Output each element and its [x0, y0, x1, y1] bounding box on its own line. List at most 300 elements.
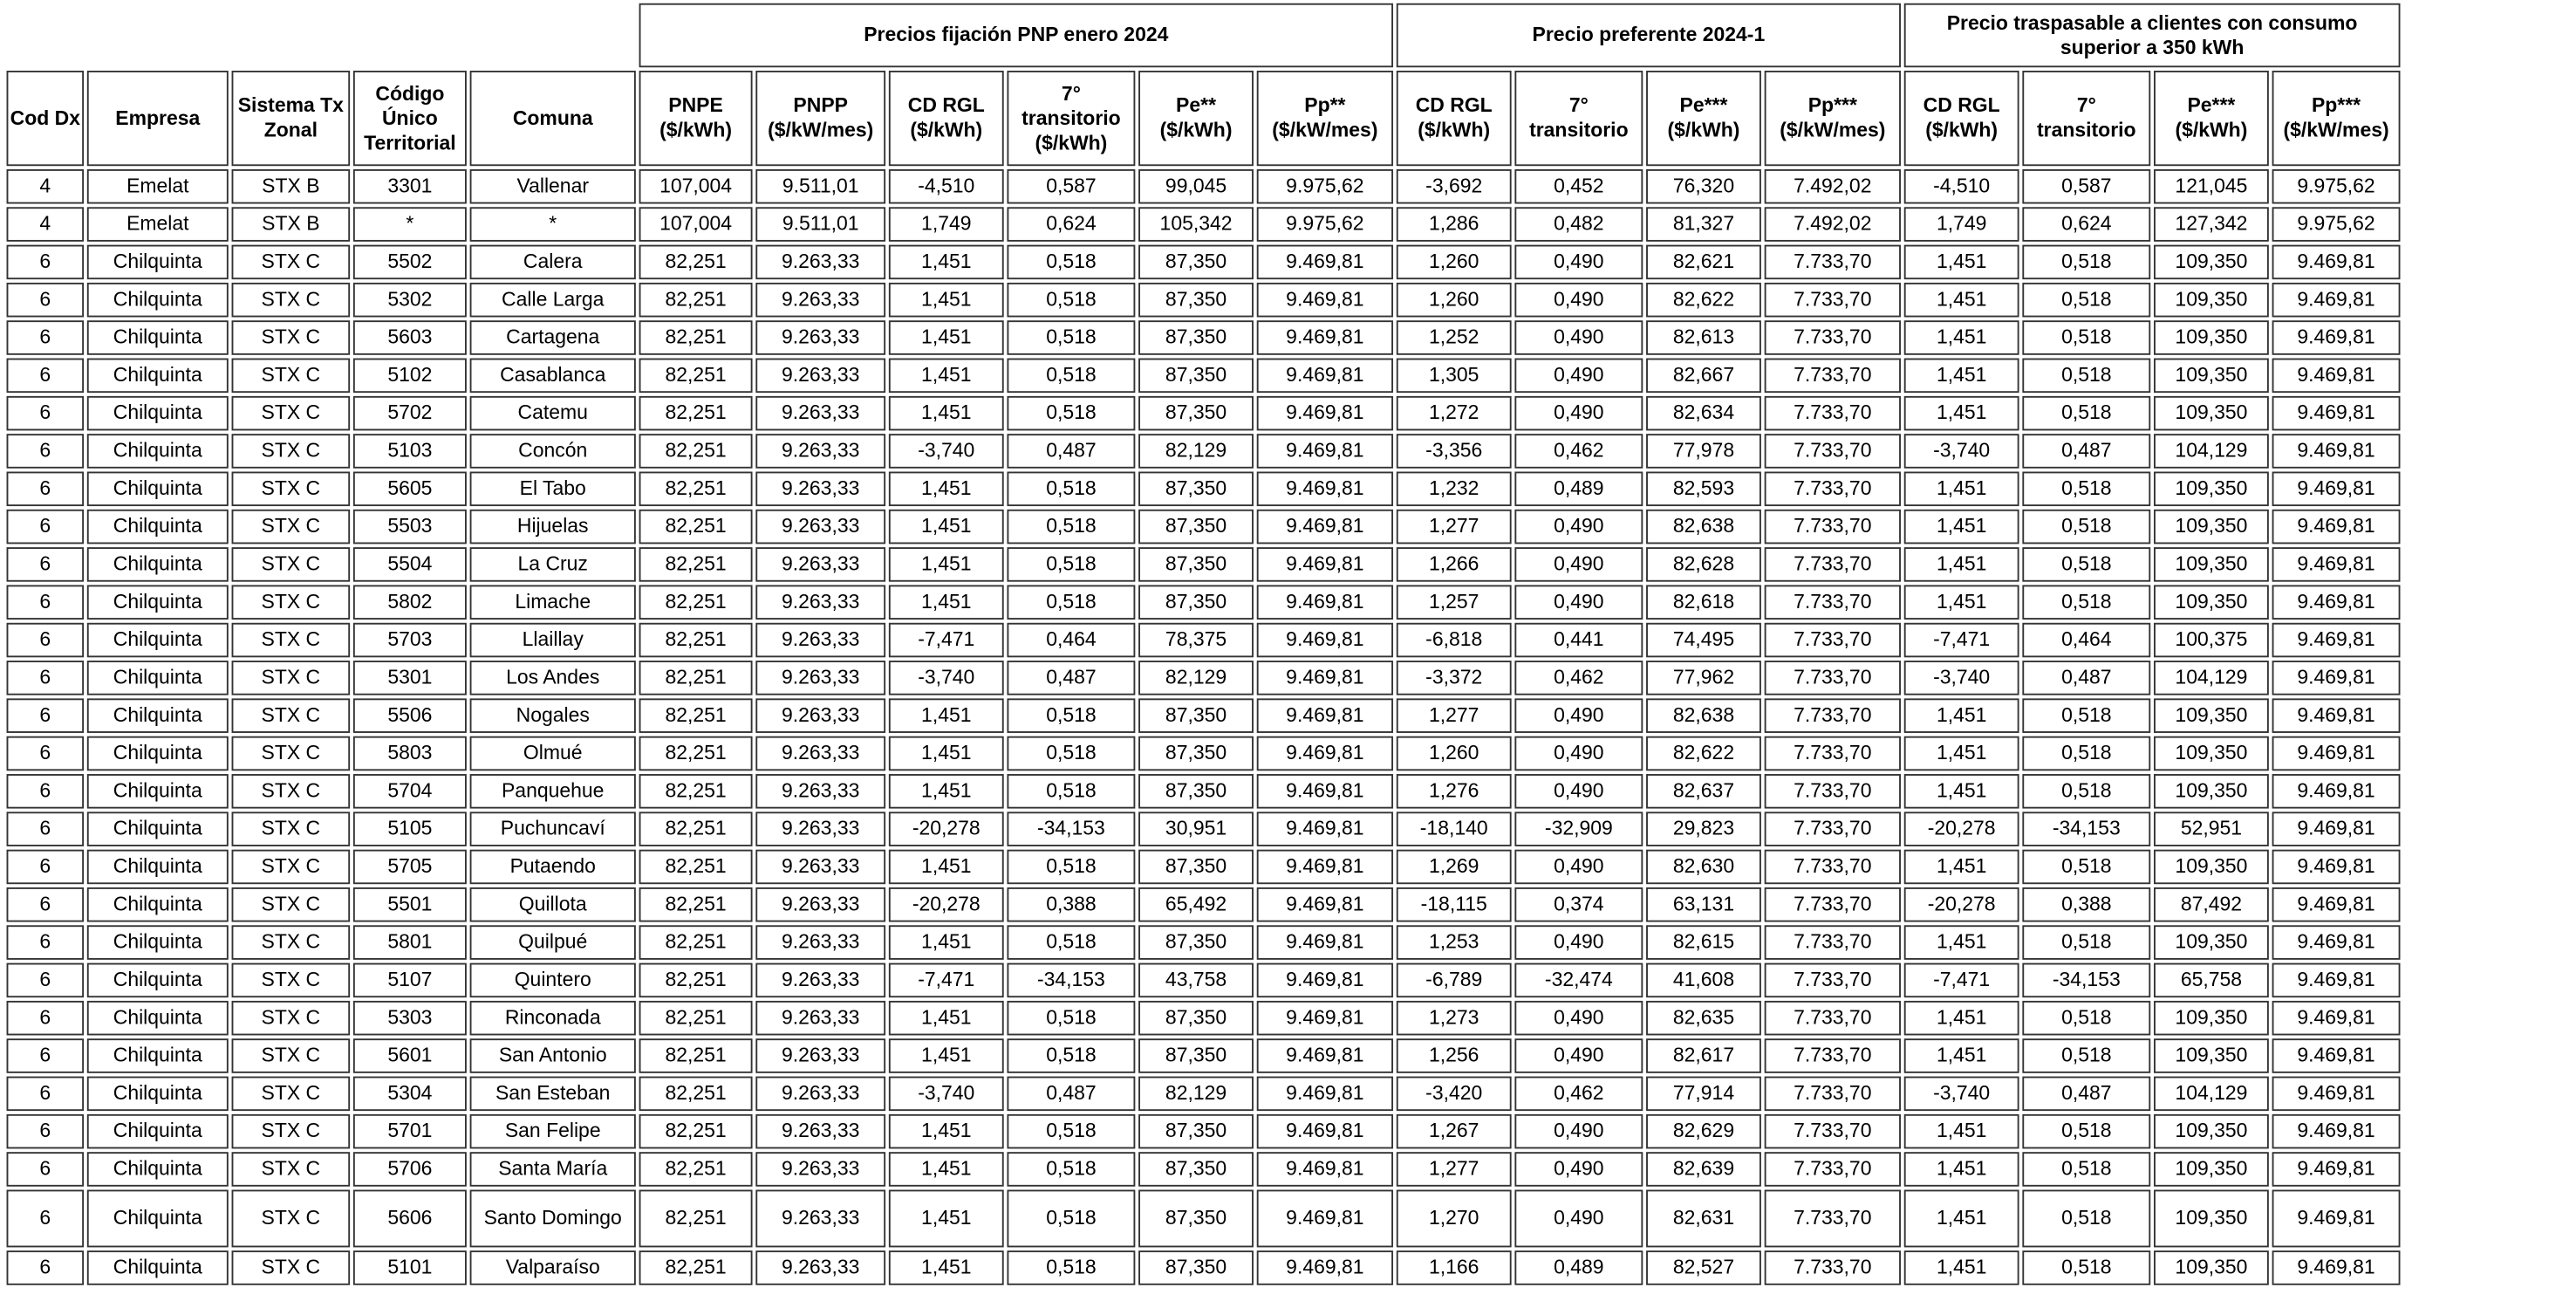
cell-preferente-pe: 82,613 [1646, 320, 1761, 355]
table-body [7, 169, 2401, 1285]
cell-codigo: 5506 [353, 698, 467, 733]
cell-fijacion-pp: 9.469,81 [1257, 283, 1393, 318]
cell-traspasable-pe: 109,350 [2154, 1038, 2269, 1073]
cell-codigo: 5803 [353, 736, 467, 771]
cell-empresa: Chilquinta [87, 472, 229, 507]
cell-sistema: STX C [232, 1077, 351, 1112]
cell-fijacion-pp: 9.469,81 [1257, 887, 1393, 922]
col-header-preferente-pe: Pe*** ($/kWh) [1646, 71, 1761, 166]
table-row [7, 207, 2401, 242]
cell-codigo: 5802 [353, 585, 467, 620]
group-header-fijacion: Precios fijación PNP enero 2024 [639, 3, 1393, 67]
cell-empresa: Chilquinta [87, 547, 229, 582]
cell-pnpp: 9.263,33 [755, 283, 885, 318]
cell-traspasable-pe: 127,342 [2154, 207, 2269, 242]
cell-empresa: Chilquinta [87, 1152, 229, 1187]
cell-empresa: Chilquinta [87, 736, 229, 771]
cell-comuna: Concón [470, 434, 636, 469]
cell-traspasable-pe: 104,129 [2154, 1077, 2269, 1112]
cell-preferente-cd-rgl: 1,286 [1397, 207, 1512, 242]
cell-empresa: Chilquinta [87, 661, 229, 695]
cell-codigo: 5105 [353, 812, 467, 846]
cell-traspasable-pp: 9.469,81 [2272, 661, 2401, 695]
cell-traspasable-7-transitorio: 0,518 [2022, 320, 2150, 355]
cell-fijacion-7-transitorio: 0,518 [1007, 1001, 1135, 1036]
cell-fijacion-7-transitorio: 0,518 [1007, 510, 1135, 544]
cell-traspasable-pe: 109,350 [2154, 1152, 2269, 1187]
table-row [7, 585, 2401, 620]
cell-preferente-pp: 7.733,70 [1765, 472, 1901, 507]
cell-traspasable-cd-rgl: 1,451 [1904, 1001, 2019, 1036]
cell-pnpp: 9.263,33 [755, 774, 885, 809]
cell-traspasable-7-transitorio: 0,464 [2022, 623, 2150, 658]
cell-preferente-7-transitorio: 0,490 [1514, 925, 1643, 960]
cell-pnpp: 9.263,33 [755, 963, 885, 998]
cell-traspasable-7-transitorio: -34,153 [2022, 963, 2150, 998]
cell-comuna: Puchuncaví [470, 812, 636, 846]
cell-traspasable-cd-rgl: 1,451 [1904, 850, 2019, 885]
cell-traspasable-cd-rgl: 1,451 [1904, 698, 2019, 733]
cell-fijacion-7-transitorio: 0,487 [1007, 661, 1135, 695]
cell-fijacion-pe: 87,350 [1138, 510, 1254, 544]
cell-traspasable-cd-rgl: 1,451 [1904, 396, 2019, 431]
cell-sistema: STX C [232, 623, 351, 658]
cell-traspasable-pe: 109,350 [2154, 283, 2269, 318]
cell-sistema: STX C [232, 1250, 351, 1285]
cell-pnpp: 9.263,33 [755, 1038, 885, 1073]
cell-pnpp: 9.263,33 [755, 472, 885, 507]
cell-fijacion-pp: 9.469,81 [1257, 472, 1393, 507]
cell-pnpe: 82,251 [639, 850, 753, 885]
cell-preferente-pp: 7.733,70 [1765, 1190, 1901, 1248]
cell-codigo: 5101 [353, 1250, 467, 1285]
cell-traspasable-pe: 109,350 [2154, 396, 2269, 431]
cell-preferente-pe: 82,527 [1646, 1250, 1761, 1285]
cell-empresa: Chilquinta [87, 963, 229, 998]
cell-preferente-cd-rgl: -3,372 [1397, 661, 1512, 695]
cell-sistema: STX C [232, 698, 351, 733]
table-row [7, 661, 2401, 695]
cell-pnpp: 9.263,33 [755, 887, 885, 922]
cell-preferente-pe: 82,593 [1646, 472, 1761, 507]
cell-fijacion-pp: 9.469,81 [1257, 396, 1393, 431]
cell-preferente-pe: 82,622 [1646, 736, 1761, 771]
cell-preferente-cd-rgl: 1,266 [1397, 547, 1512, 582]
cell-comuna: Llaillay [470, 623, 636, 658]
cell-fijacion-pe: 87,350 [1138, 320, 1254, 355]
cell-preferente-pe: 82,634 [1646, 396, 1761, 431]
cell-pnpe: 82,251 [639, 359, 753, 394]
cell-traspasable-7-transitorio: 0,518 [2022, 283, 2150, 318]
cell-traspasable-7-transitorio: 0,487 [2022, 661, 2150, 695]
cell-fijacion-7-transitorio: 0,587 [1007, 169, 1135, 204]
cell-cod-dx: 6 [7, 1038, 85, 1073]
cell-empresa: Chilquinta [87, 245, 229, 280]
table-row [7, 774, 2401, 809]
cell-traspasable-pp: 9.469,81 [2272, 698, 2401, 733]
cell-cod-dx: 4 [7, 169, 85, 204]
cell-fijacion-pe: 87,350 [1138, 1114, 1254, 1149]
cell-pnpp: 9.263,33 [755, 623, 885, 658]
cell-pnpe: 82,251 [639, 396, 753, 431]
cell-traspasable-pe: 109,350 [2154, 1190, 2269, 1248]
cell-pnpp: 9.263,33 [755, 850, 885, 885]
cell-preferente-7-transitorio: 0,490 [1514, 510, 1643, 544]
cell-fijacion-pp: 9.469,81 [1257, 1250, 1393, 1285]
cell-codigo: 5107 [353, 963, 467, 998]
cell-traspasable-7-transitorio: -34,153 [2022, 812, 2150, 846]
cell-codigo: 5103 [353, 434, 467, 469]
cell-fijacion-7-transitorio: 0,518 [1007, 1038, 1135, 1073]
cell-fijacion-pp: 9.469,81 [1257, 510, 1393, 544]
cell-traspasable-cd-rgl: 1,451 [1904, 283, 2019, 318]
col-header-cod-dx: Cod Dx [7, 71, 85, 166]
cell-traspasable-pp: 9.469,81 [2272, 774, 2401, 809]
cell-traspasable-7-transitorio: 0,487 [2022, 434, 2150, 469]
cell-comuna: Limache [470, 585, 636, 620]
cell-traspasable-7-transitorio: 0,518 [2022, 1152, 2150, 1187]
cell-fijacion-7-transitorio: 0,518 [1007, 396, 1135, 431]
cell-traspasable-pe: 87,492 [2154, 887, 2269, 922]
cell-pnpe: 82,251 [639, 283, 753, 318]
cell-preferente-pp: 7.733,70 [1765, 736, 1901, 771]
col-header-pnpe: PNPE ($/kWh) [639, 71, 753, 166]
cell-traspasable-pp: 9.469,81 [2272, 510, 2401, 544]
cell-fijacion-7-transitorio: 0,518 [1007, 547, 1135, 582]
cell-cod-dx: 6 [7, 510, 85, 544]
cell-fijacion-pe: 87,350 [1138, 1001, 1254, 1036]
cell-traspasable-7-transitorio: 0,518 [2022, 1038, 2150, 1073]
cell-cod-dx: 6 [7, 396, 85, 431]
cell-traspasable-cd-rgl: 1,451 [1904, 320, 2019, 355]
cell-cod-dx: 6 [7, 623, 85, 658]
cell-pnpe: 107,004 [639, 207, 753, 242]
cell-comuna: Los Andes [470, 661, 636, 695]
cell-comuna: * [470, 207, 636, 242]
cell-pnpe: 82,251 [639, 623, 753, 658]
cell-cod-dx: 6 [7, 812, 85, 846]
cell-codigo: 5703 [353, 623, 467, 658]
table-row [7, 736, 2401, 771]
cell-pnpp: 9.263,33 [755, 1250, 885, 1285]
cell-preferente-pp: 7.733,70 [1765, 245, 1901, 280]
cell-traspasable-cd-rgl: 1,451 [1904, 472, 2019, 507]
table-row [7, 1114, 2401, 1149]
table-row [7, 169, 2401, 204]
cell-preferente-cd-rgl: 1,270 [1397, 1190, 1512, 1248]
cell-pnpp: 9.263,33 [755, 585, 885, 620]
cell-pnpp: 9.263,33 [755, 1190, 885, 1248]
table-row [7, 510, 2401, 544]
cell-preferente-cd-rgl: 1,277 [1397, 510, 1512, 544]
cell-traspasable-7-transitorio: 0,518 [2022, 698, 2150, 733]
cell-comuna: Cartagena [470, 320, 636, 355]
cell-empresa: Chilquinta [87, 359, 229, 394]
cell-traspasable-pe: 109,350 [2154, 359, 2269, 394]
table-row [7, 698, 2401, 733]
cell-codigo: 5301 [353, 661, 467, 695]
cell-traspasable-cd-rgl: 1,749 [1904, 207, 2019, 242]
cell-cod-dx: 6 [7, 1152, 85, 1187]
cell-preferente-pp: 7.733,70 [1765, 1250, 1901, 1285]
cell-fijacion-pp: 9.469,81 [1257, 925, 1393, 960]
cell-pnpp: 9.263,33 [755, 925, 885, 960]
cell-pnpe: 82,251 [639, 887, 753, 922]
cell-fijacion-7-transitorio: 0,518 [1007, 1190, 1135, 1248]
cell-fijacion-pe: 87,350 [1138, 698, 1254, 733]
cell-preferente-pe: 74,495 [1646, 623, 1761, 658]
cell-pnpe: 82,251 [639, 1250, 753, 1285]
cell-traspasable-cd-rgl: 1,451 [1904, 925, 2019, 960]
cell-traspasable-7-transitorio: 0,518 [2022, 1001, 2150, 1036]
cell-codigo: 5303 [353, 1001, 467, 1036]
cell-pnpp: 9.511,01 [755, 169, 885, 204]
cell-traspasable-pe: 109,350 [2154, 585, 2269, 620]
cell-preferente-cd-rgl: 1,166 [1397, 1250, 1512, 1285]
cell-traspasable-pp: 9.469,81 [2272, 925, 2401, 960]
cell-codigo: 5606 [353, 1190, 467, 1248]
cell-fijacion-7-transitorio: 0,487 [1007, 1077, 1135, 1112]
cell-pnpe: 82,251 [639, 1152, 753, 1187]
cell-pnpe: 82,251 [639, 736, 753, 771]
cell-preferente-pe: 76,320 [1646, 169, 1761, 204]
cell-preferente-7-transitorio: 0,490 [1514, 1152, 1643, 1187]
cell-preferente-pp: 7.733,70 [1765, 510, 1901, 544]
cell-preferente-pp: 7.733,70 [1765, 887, 1901, 922]
table-row [7, 1038, 2401, 1073]
table-row [7, 1152, 2401, 1187]
cell-fijacion-pe: 87,350 [1138, 1038, 1254, 1073]
cell-traspasable-pp: 9.469,81 [2272, 1152, 2401, 1187]
cell-preferente-7-transitorio: 0,490 [1514, 245, 1643, 280]
cell-cod-dx: 6 [7, 1250, 85, 1285]
cell-pnpe: 82,251 [639, 472, 753, 507]
cell-preferente-pp: 7.733,70 [1765, 1114, 1901, 1149]
table-row [7, 887, 2401, 922]
cell-preferente-pe: 82,637 [1646, 774, 1761, 809]
cell-pnpp: 9.263,33 [755, 661, 885, 695]
cell-preferente-cd-rgl: 1,277 [1397, 698, 1512, 733]
cell-cod-dx: 6 [7, 472, 85, 507]
cell-fijacion-pp: 9.469,81 [1257, 1077, 1393, 1112]
cell-pnpe: 82,251 [639, 925, 753, 960]
cell-traspasable-7-transitorio: 0,518 [2022, 585, 2150, 620]
cell-traspasable-pe: 109,350 [2154, 850, 2269, 885]
cell-cod-dx: 6 [7, 925, 85, 960]
cell-fijacion-pe: 87,350 [1138, 925, 1254, 960]
cell-fijacion-7-transitorio: 0,518 [1007, 1152, 1135, 1187]
cell-fijacion-pp: 9.469,81 [1257, 1038, 1393, 1073]
cell-preferente-7-transitorio: -32,909 [1514, 812, 1643, 846]
cell-preferente-pp: 7.733,70 [1765, 1077, 1901, 1112]
table-row [7, 472, 2401, 507]
col-header-sistema: Sistema Tx Zonal [232, 71, 351, 166]
cell-traspasable-7-transitorio: 0,518 [2022, 472, 2150, 507]
cell-traspasable-7-transitorio: 0,518 [2022, 547, 2150, 582]
col-header-preferente-pp: Pp*** ($/kW/mes) [1765, 71, 1901, 166]
cell-preferente-cd-rgl: 1,232 [1397, 472, 1512, 507]
cell-comuna: Panquehue [470, 774, 636, 809]
cell-empresa: Chilquinta [87, 283, 229, 318]
cell-preferente-pe: 82,639 [1646, 1152, 1761, 1187]
cell-fijacion-pe: 87,350 [1138, 245, 1254, 280]
cell-fijacion-pp: 9.469,81 [1257, 698, 1393, 733]
cell-empresa: Chilquinta [87, 1001, 229, 1036]
cell-sistema: STX C [232, 359, 351, 394]
cell-preferente-7-transitorio: 0,490 [1514, 1190, 1643, 1248]
cell-preferente-pe: 82,615 [1646, 925, 1761, 960]
cell-preferente-pp: 7.733,70 [1765, 283, 1901, 318]
cell-fijacion-pp: 9.469,81 [1257, 774, 1393, 809]
cell-sistema: STX C [232, 925, 351, 960]
cell-preferente-cd-rgl: 1,252 [1397, 320, 1512, 355]
cell-fijacion-cd-rgl: 1,451 [889, 1190, 1004, 1248]
cell-traspasable-pp: 9.469,81 [2272, 887, 2401, 922]
cell-codigo: 3301 [353, 169, 467, 204]
cell-pnpe: 82,251 [639, 1001, 753, 1036]
cell-sistema: STX C [232, 1190, 351, 1248]
cell-comuna: San Esteban [470, 1077, 636, 1112]
cell-cod-dx: 6 [7, 434, 85, 469]
cell-preferente-7-transitorio: 0,462 [1514, 661, 1643, 695]
cell-pnpe: 82,251 [639, 320, 753, 355]
cell-fijacion-cd-rgl: 1,451 [889, 547, 1004, 582]
cell-traspasable-cd-rgl: -7,471 [1904, 963, 2019, 998]
cell-fijacion-pe: 87,350 [1138, 585, 1254, 620]
cell-traspasable-7-transitorio: 0,518 [2022, 925, 2150, 960]
cell-preferente-pe: 82,638 [1646, 698, 1761, 733]
cell-preferente-pe: 77,978 [1646, 434, 1761, 469]
cell-cod-dx: 6 [7, 1077, 85, 1112]
cell-traspasable-pe: 109,350 [2154, 1001, 2269, 1036]
cell-fijacion-pp: 9.469,81 [1257, 359, 1393, 394]
cell-codigo: 5603 [353, 320, 467, 355]
group-header-traspasable: Precio traspasable a clientes con consumo superior a 350 kWh [1904, 3, 2401, 67]
cell-preferente-pp: 7.733,70 [1765, 434, 1901, 469]
cell-empresa: Chilquinta [87, 510, 229, 544]
cell-fijacion-cd-rgl: 1,451 [889, 359, 1004, 394]
cell-preferente-7-transitorio: 0,490 [1514, 698, 1643, 733]
cell-comuna: Valparaíso [470, 1250, 636, 1285]
cell-traspasable-pp: 9.469,81 [2272, 320, 2401, 355]
cell-cod-dx: 6 [7, 698, 85, 733]
cell-comuna: Rinconada [470, 1001, 636, 1036]
cell-sistema: STX C [232, 320, 351, 355]
cell-empresa: Chilquinta [87, 887, 229, 922]
cell-comuna: La Cruz [470, 547, 636, 582]
cell-preferente-pe: 82,629 [1646, 1114, 1761, 1149]
cell-comuna: Vallenar [470, 169, 636, 204]
cell-preferente-cd-rgl: 1,269 [1397, 850, 1512, 885]
col-header-fijacion-pp: Pp** ($/kW/mes) [1257, 71, 1393, 166]
table-row [7, 925, 2401, 960]
cell-preferente-cd-rgl: 1,276 [1397, 774, 1512, 809]
cell-preferente-pp: 7.733,70 [1765, 359, 1901, 394]
cell-fijacion-7-transitorio: 0,518 [1007, 585, 1135, 620]
cell-comuna: Calle Larga [470, 283, 636, 318]
cell-sistema: STX C [232, 283, 351, 318]
cell-cod-dx: 6 [7, 245, 85, 280]
cell-fijacion-pe: 87,350 [1138, 1250, 1254, 1285]
cell-traspasable-pp: 9.975,62 [2272, 169, 2401, 204]
cell-traspasable-7-transitorio: 0,518 [2022, 396, 2150, 431]
cell-fijacion-cd-rgl: 1,451 [889, 774, 1004, 809]
cell-cod-dx: 6 [7, 1114, 85, 1149]
cell-fijacion-pp: 9.469,81 [1257, 434, 1393, 469]
cell-fijacion-cd-rgl: 1,451 [889, 472, 1004, 507]
cell-traspasable-pe: 52,951 [2154, 812, 2269, 846]
cell-traspasable-cd-rgl: 1,451 [1904, 585, 2019, 620]
col-header-traspasable-pe: Pe*** ($/kWh) [2154, 71, 2269, 166]
cell-pnpp: 9.263,33 [755, 698, 885, 733]
cell-pnpp: 9.263,33 [755, 1077, 885, 1112]
col-header-pnpp: PNPP ($/kW/mes) [755, 71, 885, 166]
cell-cod-dx: 6 [7, 585, 85, 620]
cell-sistema: STX C [232, 1038, 351, 1073]
cell-fijacion-pe: 87,350 [1138, 1190, 1254, 1248]
cell-codigo: 5503 [353, 510, 467, 544]
cell-preferente-pe: 29,823 [1646, 812, 1761, 846]
cell-preferente-pp: 7.733,70 [1765, 774, 1901, 809]
cell-preferente-pp: 7.733,70 [1765, 585, 1901, 620]
cell-traspasable-pe: 121,045 [2154, 169, 2269, 204]
cell-empresa: Chilquinta [87, 320, 229, 355]
cell-preferente-7-transitorio: 0,490 [1514, 396, 1643, 431]
cell-traspasable-pp: 9.469,81 [2272, 1038, 2401, 1073]
cell-fijacion-cd-rgl: 1,749 [889, 207, 1004, 242]
col-header-fijacion-cd-rgl: CD RGL ($/kWh) [889, 71, 1004, 166]
group-header-preferente: Precio preferente 2024-1 [1397, 3, 1901, 67]
cell-codigo: 5705 [353, 850, 467, 885]
cell-pnpp: 9.511,01 [755, 207, 885, 242]
cell-comuna: Quilpué [470, 925, 636, 960]
cell-traspasable-pp: 9.469,81 [2272, 812, 2401, 846]
cell-fijacion-7-transitorio: 0,518 [1007, 736, 1135, 771]
cell-pnpp: 9.263,33 [755, 510, 885, 544]
cell-codigo: * [353, 207, 467, 242]
table-row [7, 1190, 2401, 1248]
cell-preferente-7-transitorio: 0,490 [1514, 1114, 1643, 1149]
cell-fijacion-7-transitorio: 0,388 [1007, 887, 1135, 922]
cell-sistema: STX C [232, 963, 351, 998]
cell-preferente-pe: 82,667 [1646, 359, 1761, 394]
cell-preferente-pp: 7.733,70 [1765, 698, 1901, 733]
cell-fijacion-pe: 82,129 [1138, 661, 1254, 695]
cell-traspasable-7-transitorio: 0,624 [2022, 207, 2150, 242]
cell-traspasable-pe: 109,350 [2154, 698, 2269, 733]
cell-traspasable-7-transitorio: 0,518 [2022, 1114, 2150, 1149]
cell-fijacion-cd-rgl: 1,451 [889, 320, 1004, 355]
col-header-fijacion-pe: Pe** ($/kWh) [1138, 71, 1254, 166]
cell-fijacion-7-transitorio: 0,487 [1007, 434, 1135, 469]
cell-cod-dx: 6 [7, 1001, 85, 1036]
cell-fijacion-pe: 99,045 [1138, 169, 1254, 204]
cell-preferente-7-transitorio: 0,490 [1514, 1038, 1643, 1073]
cell-traspasable-pe: 109,350 [2154, 245, 2269, 280]
cell-comuna: Nogales [470, 698, 636, 733]
cell-preferente-pe: 63,131 [1646, 887, 1761, 922]
cell-comuna: Calera [470, 245, 636, 280]
cell-traspasable-cd-rgl: -20,278 [1904, 812, 2019, 846]
cell-preferente-pe: 82,617 [1646, 1038, 1761, 1073]
cell-preferente-pp: 7.733,70 [1765, 320, 1901, 355]
cell-preferente-pp: 7.733,70 [1765, 661, 1901, 695]
cell-fijacion-7-transitorio: 0,518 [1007, 245, 1135, 280]
cell-traspasable-pp: 9.469,81 [2272, 359, 2401, 394]
price-table [3, 0, 2404, 1289]
cell-codigo: 5701 [353, 1114, 467, 1149]
cell-traspasable-pe: 109,350 [2154, 736, 2269, 771]
